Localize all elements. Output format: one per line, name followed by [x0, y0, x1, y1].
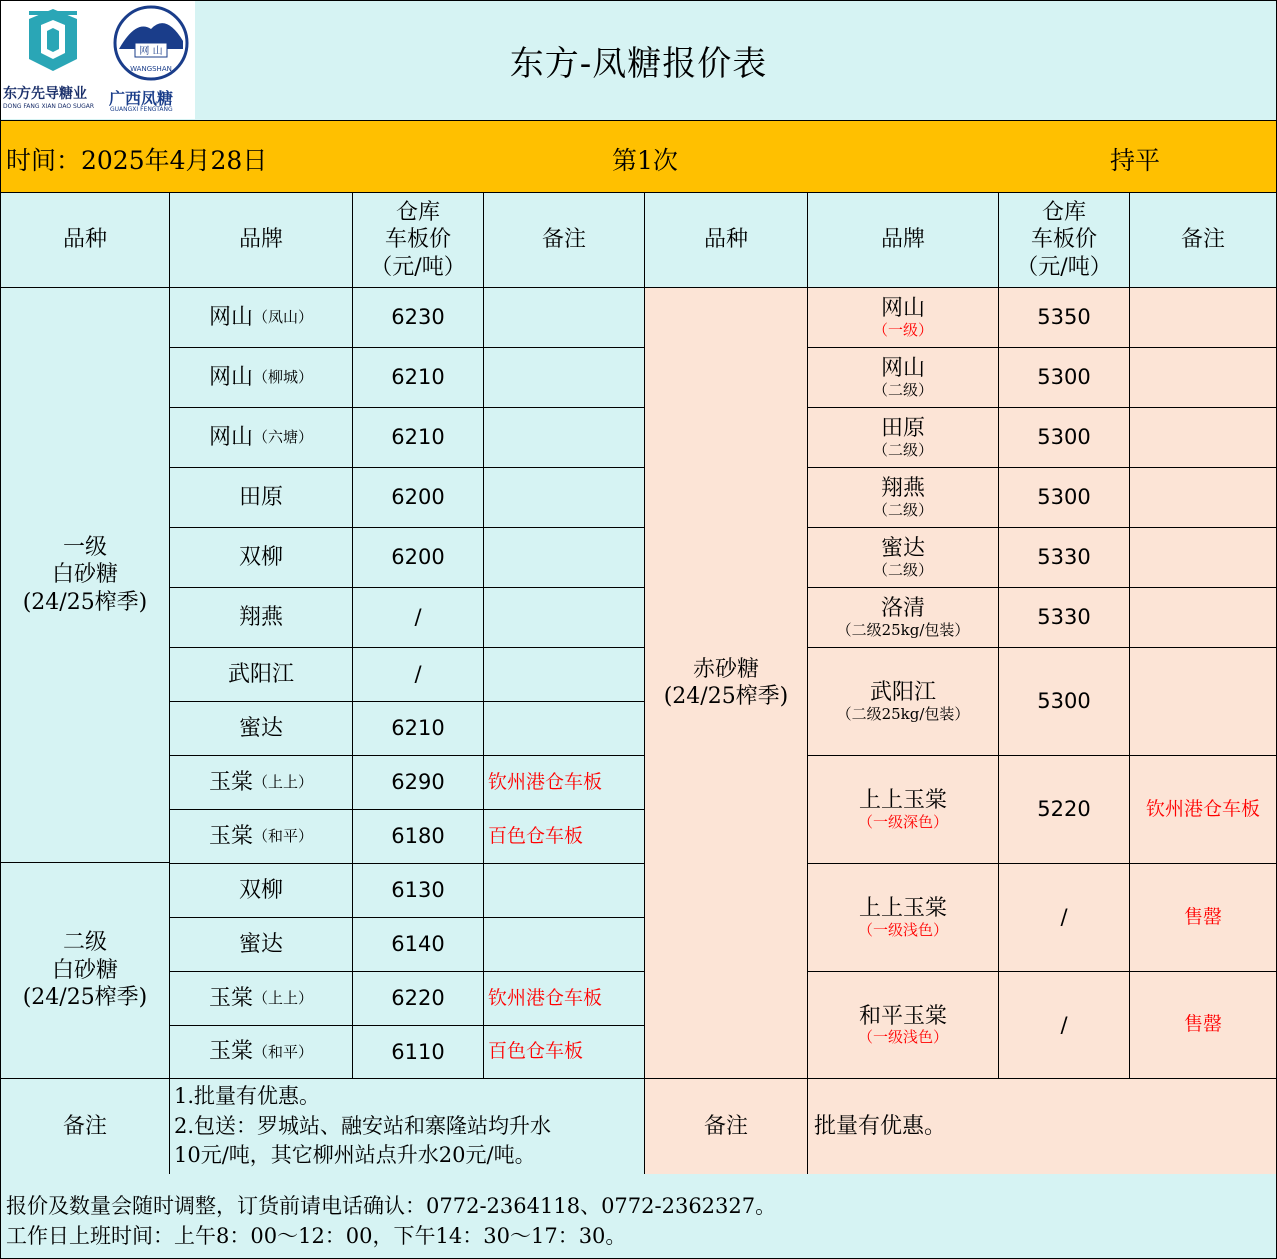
variety-grade2-white: 二级 白砂糖 (24/25榨季)	[0, 863, 170, 1079]
left-row-price: 6210	[353, 408, 484, 468]
brand-name: 蜜达	[238, 931, 283, 957]
left-row-brand	[170, 918, 353, 972]
right-row-note	[1130, 588, 1277, 648]
brand-grade: （一级浅色）	[857, 920, 948, 939]
brand-grade: （二级）	[872, 500, 933, 519]
left-row-note	[484, 408, 645, 468]
left-row-note	[484, 348, 645, 408]
left-row-price: 6200	[353, 468, 484, 528]
brand-name: 洛清	[880, 596, 925, 622]
right-row-note	[1130, 528, 1277, 588]
left-row-brand	[170, 288, 353, 348]
price-trend: 持平	[1110, 146, 1161, 175]
brand-name: 双柳	[238, 877, 283, 903]
right-row-price: 5300	[999, 648, 1130, 756]
right-row-brand	[808, 468, 999, 528]
right-row-note: 钦州港仓车板	[1130, 756, 1277, 864]
right-row-note: 售罄	[1130, 972, 1277, 1079]
remark-label-right: 备注	[645, 1079, 808, 1175]
left-row-note	[484, 468, 645, 528]
right-row-price: /	[999, 972, 1130, 1079]
left-row-brand	[170, 972, 353, 1026]
left-row-brand	[170, 864, 353, 918]
right-row-note	[1130, 408, 1277, 468]
left-row-brand	[170, 588, 353, 648]
brand-grade: （一级）	[872, 320, 933, 339]
brand-origin: （上上）	[253, 773, 314, 792]
left-row-brand	[170, 1026, 353, 1079]
left-row-price: /	[353, 648, 484, 702]
brand-name: 上上玉棠	[858, 788, 947, 814]
quote-date: 时间：2025年4月28日	[6, 146, 268, 175]
left-row-note: 钦州港仓车板	[484, 972, 645, 1026]
logo1-sub: DONG FANG XIAN DAO SUGAR	[3, 103, 95, 110]
right-row-price: 5330	[999, 528, 1130, 588]
left-row-price: 6130	[353, 864, 484, 918]
right-row-brand	[808, 288, 999, 348]
left-row-brand	[170, 648, 353, 702]
brand-name: 武阳江	[227, 661, 294, 687]
brand-name: 翔燕	[880, 476, 925, 502]
brand-name: 网山	[880, 296, 925, 322]
brand-grade: （一级深色）	[857, 812, 948, 831]
left-row-note	[484, 528, 645, 588]
footer-hours: 工作日上班时间：上午8：00～12：00，下午14：30～17：30。	[6, 1224, 627, 1248]
col-header-variety-right: 品种	[645, 193, 808, 288]
left-row-brand	[170, 468, 353, 528]
left-row-price: 6140	[353, 918, 484, 972]
right-row-note	[1130, 468, 1277, 528]
brand-name: 上上玉棠	[858, 896, 947, 922]
right-row-note: 售罄	[1130, 864, 1277, 972]
left-row-note	[484, 288, 645, 348]
left-row-brand	[170, 756, 353, 810]
right-row-note	[1130, 648, 1277, 756]
brand-origin: （和平）	[253, 1042, 314, 1061]
brand-name: 玉棠	[208, 769, 253, 795]
page-title: 东方-凤糖报价表	[509, 44, 768, 84]
brand-name: 和平玉棠	[858, 1003, 947, 1029]
remark-text-left: 1.批量有优惠。 2.包送：罗城站、融安站和寨隆站均升水 10元/吨，其它柳州站点升水20元/吨。	[170, 1079, 645, 1175]
remark-text-right: 批量有优惠。	[808, 1079, 1277, 1175]
right-row-price: 5330	[999, 588, 1130, 648]
right-row-price: 5300	[999, 408, 1130, 468]
brand-origin: （凤山）	[253, 308, 314, 327]
left-row-brand	[170, 348, 353, 408]
right-row-brand	[808, 528, 999, 588]
right-row-price: 5300	[999, 468, 1130, 528]
remark-label-left: 备注	[0, 1079, 170, 1175]
col-header-price-right: 仓库 车板价 （元/吨）	[999, 193, 1130, 288]
left-row-price: /	[353, 588, 484, 648]
brand-grade: （二级25kg/包装）	[836, 620, 970, 639]
brand-grade: （二级25kg/包装）	[836, 704, 970, 723]
right-row-price: 5220	[999, 756, 1130, 864]
brand-name: 翔燕	[238, 604, 283, 630]
brand-grade: （一级浅色）	[857, 1028, 948, 1047]
brand-grade: （二级）	[872, 440, 933, 459]
right-row-note	[1130, 288, 1277, 348]
brand-name: 玉棠	[208, 985, 253, 1011]
brand-grade: （二级）	[872, 380, 933, 399]
logo1-name: 东方先导糖业	[3, 86, 87, 102]
right-row-price: /	[999, 864, 1130, 972]
left-row-brand	[170, 408, 353, 468]
left-row-note: 百色仓车板	[484, 810, 645, 864]
variety-grade1-white: 一级 白砂糖 (24/25榨季)	[0, 288, 170, 863]
brand-name: 蜜达	[880, 536, 925, 562]
col-header-note-left: 备注	[484, 193, 645, 288]
col-header-price-left: 仓库 车板价 （元/吨）	[353, 193, 484, 288]
left-row-note	[484, 702, 645, 756]
left-row-price: 6210	[353, 702, 484, 756]
left-row-brand	[170, 810, 353, 864]
brand-name: 田原	[880, 416, 925, 442]
brand-grade: （二级）	[872, 560, 933, 579]
brand-origin: （六塘）	[253, 428, 314, 447]
brand-origin: （柳城）	[253, 368, 314, 387]
right-row-brand	[808, 864, 999, 972]
right-row-price: 5300	[999, 348, 1130, 408]
left-row-note: 百色仓车板	[484, 1026, 645, 1079]
brand-name: 网山	[208, 424, 253, 450]
brand-name: 田原	[238, 484, 283, 510]
left-row-price: 6220	[353, 972, 484, 1026]
left-row-price: 6210	[353, 348, 484, 408]
variety-brown-sugar: 赤砂糖 (24/25榨季)	[645, 288, 808, 1079]
brand-origin: （上上）	[253, 989, 314, 1008]
logo-ring-text: WANGSHAN	[130, 65, 172, 73]
left-row-brand	[170, 528, 353, 588]
brand-name: 双柳	[238, 544, 283, 570]
brand-name: 网山	[880, 356, 925, 382]
left-row-note: 钦州港仓车板	[484, 756, 645, 810]
brand-name: 网山	[208, 304, 253, 330]
right-row-price: 5350	[999, 288, 1130, 348]
footer-contact: 报价及数量会随时调整，订货前请电话确认：0772-2364118、0772-2362327。	[6, 1194, 777, 1218]
brand-name: 武阳江	[869, 680, 936, 706]
left-row-note	[484, 918, 645, 972]
right-row-note	[1130, 348, 1277, 408]
right-row-brand	[808, 648, 999, 756]
quote-round: 第1次	[612, 146, 678, 175]
logo2-sub: GUANGXI FENGTANG	[110, 106, 173, 113]
col-header-brand-right: 品牌	[808, 193, 999, 288]
left-row-brand	[170, 702, 353, 756]
right-row-brand	[808, 348, 999, 408]
right-row-brand	[808, 588, 999, 648]
left-row-note	[484, 864, 645, 918]
brand-name: 蜜达	[238, 715, 283, 741]
right-row-brand	[808, 408, 999, 468]
brand-name: 玉棠	[208, 823, 253, 849]
brand-name: 玉棠	[208, 1039, 253, 1065]
left-row-price: 6110	[353, 1026, 484, 1079]
col-header-note-right: 备注	[1130, 193, 1277, 288]
left-row-note	[484, 648, 645, 702]
brand-name: 网山	[208, 364, 253, 390]
left-row-price: 6290	[353, 756, 484, 810]
left-row-note	[484, 588, 645, 648]
right-row-brand	[808, 756, 999, 864]
left-row-price: 6200	[353, 528, 484, 588]
col-header-brand-left: 品牌	[170, 193, 353, 288]
right-row-brand	[808, 972, 999, 1079]
left-row-price: 6180	[353, 810, 484, 864]
left-row-price: 6230	[353, 288, 484, 348]
col-header-variety-left: 品种	[0, 193, 170, 288]
logo-badge-text: 网 山	[139, 46, 163, 57]
brand-origin: （和平）	[253, 827, 314, 846]
logo2-name: 广西凤糖	[109, 89, 174, 108]
